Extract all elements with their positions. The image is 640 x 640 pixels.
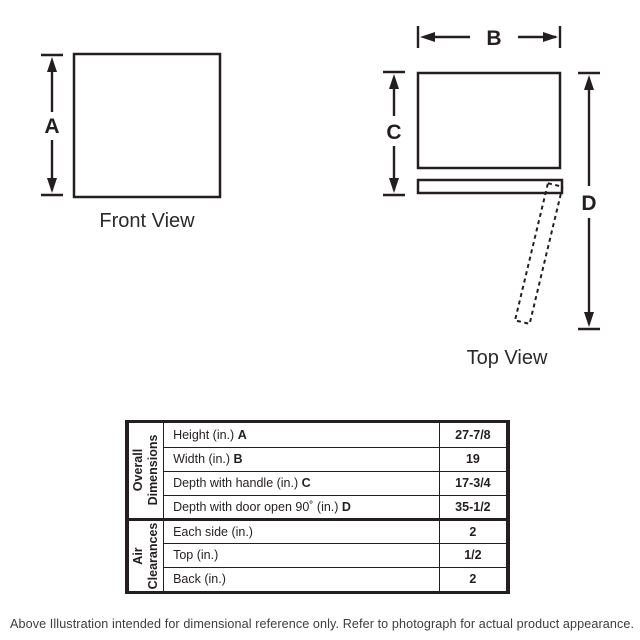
row-value: 2: [439, 519, 506, 543]
table-row: [129, 495, 507, 519]
top-view-caption: Top View: [466, 347, 548, 369]
front-view-caption: Front View: [99, 210, 195, 232]
table-row: [129, 447, 507, 471]
row-value: 17-3/4: [439, 471, 506, 495]
table-row: [129, 471, 507, 495]
row-value: 35-1/2: [439, 495, 506, 519]
dim-key: B: [233, 452, 243, 466]
spec-table: [125, 420, 510, 594]
row-value: 27-7/8: [439, 423, 506, 447]
dim-key: C: [301, 476, 311, 490]
section-header-overall-dimensions: [129, 423, 164, 519]
dim-label-b: B: [486, 27, 502, 50]
dim-label-c: C: [386, 121, 402, 144]
table-row: [129, 543, 507, 567]
table-row: [129, 423, 507, 447]
footer-note: Above Illustration intended for dimensional reference only. Refer to photograph for actual product appearance.: [10, 617, 635, 631]
row-value: 19: [439, 447, 506, 471]
row-value: 2: [439, 567, 506, 591]
row-label: Top (in.): [164, 543, 440, 567]
dim-label-a: A: [44, 115, 60, 138]
table-row: [129, 567, 507, 591]
table-row: [129, 519, 507, 543]
door-open-dashed-outline: [515, 183, 563, 324]
section-header-air-clearances: [129, 519, 164, 591]
dim-label-d: D: [581, 192, 597, 215]
dim-key: D: [341, 499, 351, 514]
row-label: Back (in.): [164, 567, 440, 591]
row-label: Width (in.) B: [164, 447, 440, 471]
section-header-line: Clearances: [146, 522, 161, 589]
top-view-body-rect: [418, 73, 560, 168]
front-view-square: [74, 54, 220, 197]
row-label: Depth with door open 90˚ (in.) D: [164, 495, 440, 519]
row-value: 1/2: [439, 543, 506, 567]
row-label: Each side (in.): [164, 519, 440, 543]
dim-key: A: [237, 427, 247, 442]
section-header-line: Air: [131, 546, 146, 565]
row-label: Height (in.) A: [164, 423, 440, 447]
section-header-line: Dimensions: [146, 434, 161, 506]
row-label: Depth with handle (in.) C: [164, 471, 440, 495]
section-header-line: Overall: [131, 449, 146, 492]
top-view-door-bar: [418, 180, 562, 193]
